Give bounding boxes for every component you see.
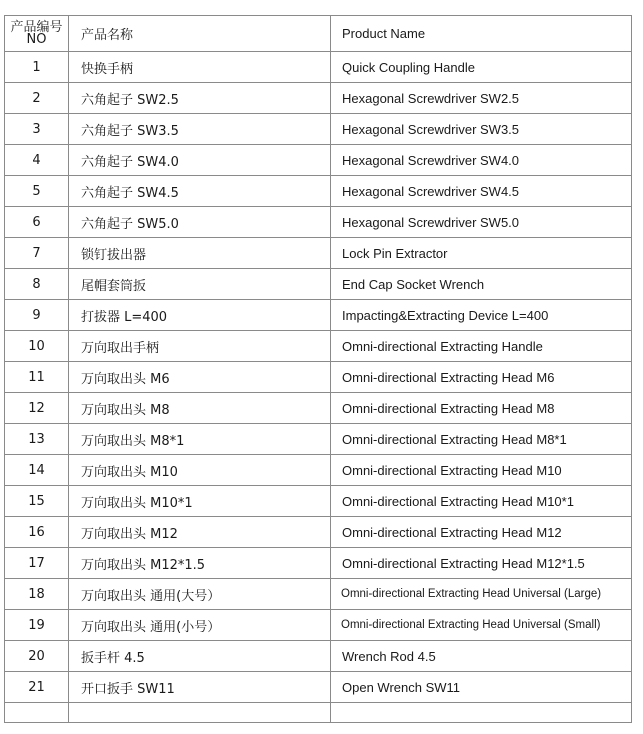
row-name-en: Hexagonal Screwdriver SW2.5 xyxy=(331,83,632,114)
row-number: 3 xyxy=(5,114,69,145)
row-number: 18 xyxy=(5,579,69,610)
row-name-en: Hexagonal Screwdriver SW5.0 xyxy=(331,207,632,238)
row-name-en: Hexagonal Screwdriver SW3.5 xyxy=(331,114,632,145)
table-row xyxy=(5,393,632,424)
row-name-en: Omni-directional Extracting Head M10 xyxy=(331,455,632,486)
row-name-en: Omni-directional Extracting Head M8*1 xyxy=(331,424,632,455)
header-no-cn: 产品编号 xyxy=(10,19,63,35)
table-row xyxy=(5,610,632,641)
table-row xyxy=(5,238,632,269)
table-row xyxy=(5,641,632,672)
row-name-cn: 六角起子 SW4.5 xyxy=(69,176,331,207)
partial-cell xyxy=(69,703,331,723)
table-row xyxy=(5,300,632,331)
row-name-en: Impacting&Extracting Device L=400 xyxy=(331,300,632,331)
row-name-cn: 万向取出头 M10 xyxy=(69,455,331,486)
row-number: 2 xyxy=(5,83,69,114)
row-name-cn: 万向取出头 M8*1 xyxy=(69,424,331,455)
header-no-en: NO xyxy=(26,31,47,47)
row-name-cn: 万向取出头 通用(小号） xyxy=(69,610,331,641)
row-name-cn: 六角起子 SW5.0 xyxy=(69,207,331,238)
row-number: 7 xyxy=(5,238,69,269)
row-number: 13 xyxy=(5,424,69,455)
row-name-cn: 万向取出头 M8 xyxy=(69,393,331,424)
partial-cell xyxy=(5,703,69,723)
row-name-cn: 六角起子 SW4.0 xyxy=(69,145,331,176)
table-row xyxy=(5,52,632,83)
row-name-cn: 六角起子 SW3.5 xyxy=(69,114,331,145)
row-name-en: Hexagonal Screwdriver SW4.5 xyxy=(331,176,632,207)
row-number: 20 xyxy=(5,641,69,672)
row-number: 19 xyxy=(5,610,69,641)
row-number: 9 xyxy=(5,300,69,331)
table-row xyxy=(5,579,632,610)
row-name-en: Omni-directional Extracting Head M8 xyxy=(331,393,632,424)
row-name-cn: 锁钉拔出器 xyxy=(69,238,331,269)
row-name-en: Open Wrench SW11 xyxy=(331,672,632,703)
row-name-cn: 万向取出头 M12 xyxy=(69,517,331,548)
row-name-en: Omni-directional Extracting Head M12 xyxy=(331,517,632,548)
header-no xyxy=(5,16,69,52)
row-name-cn: 万向取出手柄 xyxy=(69,331,331,362)
row-number: 11 xyxy=(5,362,69,393)
row-name-cn: 万向取出头 M10*1 xyxy=(69,486,331,517)
header-name-en: Product Name xyxy=(331,16,632,52)
row-name-en: Omni-directional Extracting Head M12*1.5 xyxy=(331,548,632,579)
row-name-en: End Cap Socket Wrench xyxy=(331,269,632,300)
row-number: 8 xyxy=(5,269,69,300)
table-row xyxy=(5,517,632,548)
row-number: 1 xyxy=(5,52,69,83)
table-row xyxy=(5,83,632,114)
row-number: 10 xyxy=(5,331,69,362)
row-number: 21 xyxy=(5,672,69,703)
table-header-row xyxy=(5,16,632,52)
row-number: 5 xyxy=(5,176,69,207)
table-row xyxy=(5,331,632,362)
table-row xyxy=(5,145,632,176)
row-name-cn: 开口扳手 SW11 xyxy=(69,672,331,703)
table-row xyxy=(5,362,632,393)
table-row xyxy=(5,269,632,300)
table-row xyxy=(5,672,632,703)
row-name-cn: 万向取出头 M12*1.5 xyxy=(69,548,331,579)
row-name-cn: 万向取出头 M6 xyxy=(69,362,331,393)
row-name-cn: 打拔器 L=400 xyxy=(69,300,331,331)
row-name-en: Omni-directional Extracting Head M10*1 xyxy=(331,486,632,517)
table-row xyxy=(5,548,632,579)
row-name-en: Hexagonal Screwdriver SW4.0 xyxy=(331,145,632,176)
row-name-cn: 尾帽套筒扳 xyxy=(69,269,331,300)
table-row xyxy=(5,207,632,238)
product-table xyxy=(4,15,632,723)
row-number: 6 xyxy=(5,207,69,238)
row-number: 12 xyxy=(5,393,69,424)
row-number: 15 xyxy=(5,486,69,517)
row-name-en: Omni-directional Extracting Head Universal (Large) xyxy=(331,579,632,610)
row-name-cn: 扳手杆 4.5 xyxy=(69,641,331,672)
table-row xyxy=(5,424,632,455)
table-row xyxy=(5,176,632,207)
header-name-cn: 产品名称 xyxy=(69,16,331,52)
row-name-en: Lock Pin Extractor xyxy=(331,238,632,269)
partial-cell xyxy=(331,703,632,723)
row-number: 16 xyxy=(5,517,69,548)
table-row xyxy=(5,455,632,486)
row-name-en: Omni-directional Extracting Head M6 xyxy=(331,362,632,393)
row-name-en: Quick Coupling Handle xyxy=(331,52,632,83)
table-row xyxy=(5,114,632,145)
table-row-partial xyxy=(5,703,632,723)
row-number: 17 xyxy=(5,548,69,579)
row-name-en: Omni-directional Extracting Head Universal (Small) xyxy=(331,610,632,641)
row-name-en: Omni-directional Extracting Handle xyxy=(331,331,632,362)
row-number: 4 xyxy=(5,145,69,176)
row-name-cn: 万向取出头 通用(大号） xyxy=(69,579,331,610)
table-row xyxy=(5,486,632,517)
row-name-en: Wrench Rod 4.5 xyxy=(331,641,632,672)
row-number: 14 xyxy=(5,455,69,486)
row-name-cn: 六角起子 SW2.5 xyxy=(69,83,331,114)
row-name-cn: 快换手柄 xyxy=(69,52,331,83)
